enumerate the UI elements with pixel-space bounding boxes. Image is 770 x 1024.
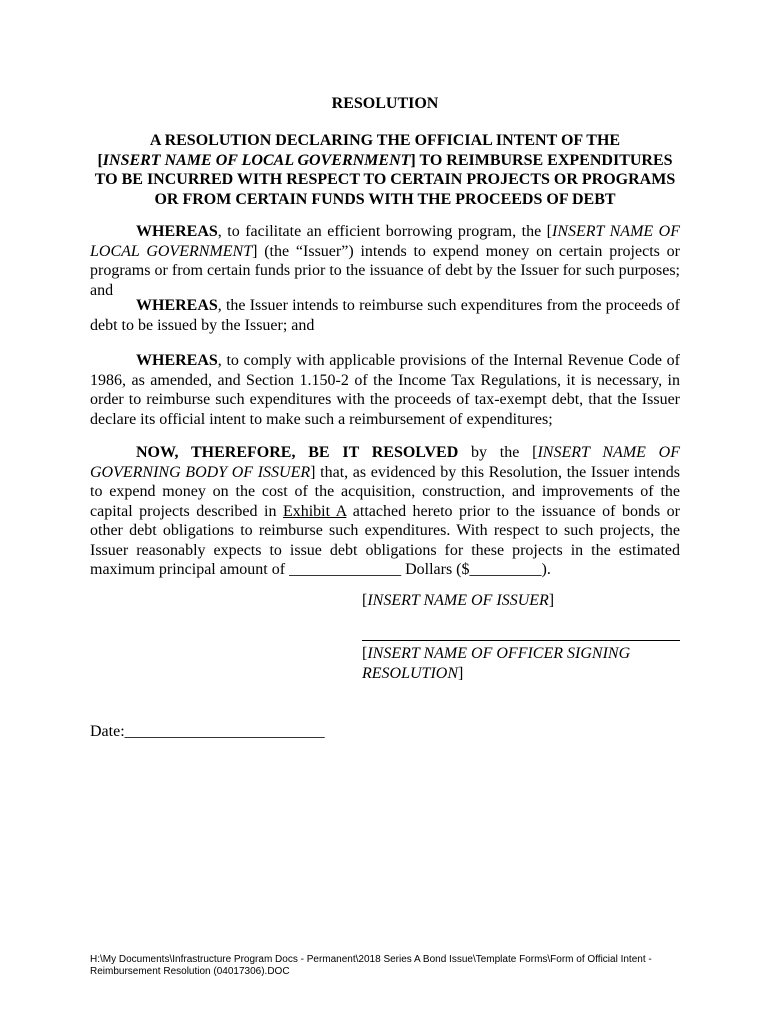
subtitle-placeholder: INSERT NAME OF LOCAL GOVERNMENT [102, 151, 411, 169]
officer-bracket-open: [ [362, 645, 368, 662]
issuer-bracket-open: [ [362, 592, 368, 609]
subtitle-line1: A RESOLUTION DECLARING THE OFFICIAL INTENT OF THE [149, 132, 621, 149]
footer-line1: H:\My Documents\Infrastructure Program Docs - Permanent\2018 Series A Bond Issue\Template Forms\Form of Official Intent - [90, 954, 652, 965]
issuer-name-placeholder [362, 591, 554, 611]
whereas-lead-3: WHEREAS [136, 352, 218, 369]
para1-placeholder: INSERT NAME OF LOCAL GOVERNMENT [90, 223, 680, 260]
whereas-lead-2: WHEREAS [136, 297, 218, 314]
whereas-paragraph-2 [90, 296, 680, 335]
resolved-lead: NOW, THEREFORE, BE IT RESOLVED [136, 444, 459, 461]
document-title: RESOLUTION [331, 95, 439, 112]
para1-text-b: ] (the “Issuer”) intends to expend money on certain projects or programs or from certain funds prior to the issuance of debt by the Issuer for such purposes; and [90, 242, 681, 299]
para4-placeholder: INSERT NAME OF GOVERNING BODY OF ISSUER [90, 444, 681, 481]
footer-line2: Reimbursement Resolution (04017306).DOC [90, 966, 290, 977]
para4-text-b: ] that, as evidenced by this Resolution, the Issuer intends to expend money on the cost of the acquisition, construction, and improvements of the capital projects described in [90, 463, 680, 520]
para2-text: , the Issuer intends to reimburse such expenditures from the proceeds of debt to be issued by the Issuer; and [90, 297, 680, 334]
whereas-lead-1: WHEREAS [136, 223, 218, 240]
issuer-bracket-close: ] [548, 592, 555, 609]
document-footer-path [90, 954, 690, 978]
whereas-paragraph-1 [90, 222, 680, 300]
resolved-paragraph [90, 443, 680, 580]
issuer-placeholder-text: INSERT NAME OF ISSUER [367, 592, 549, 609]
para4-text-c: attached hereto prior to the issuance of bonds or other debt obligations to reimburse such expenditures. With respect to such projects, the Issuer reasonably expects to issue debt obligations for these projects in the estimated maximum principal amount of ______________ Dollars ($_________). [90, 502, 681, 578]
document-subtitle: A RESOLUTION DECLARING THE OFFICIAL INTENT OF THE [INSERT NAME OF LOCAL GOVERNMENT] TO REIMBURSE EXPENDITURES TO BE INCURRED WITH RESPECT TO CERTAIN PROJECTS OR PROGRAMS OR FROM CERTAIN FUNDS WITH THE PROCEEDS OF DEBT [94, 132, 676, 208]
date-field: Date:_________________________ [90, 723, 325, 740]
exhibit-a-reference: Exhibit A [282, 502, 347, 520]
whereas-paragraph-3 [90, 351, 680, 429]
signature-line [362, 640, 680, 641]
para3-text: , to comply with applicable provisions of the Internal Revenue Code of 1986, as amended, and Section 1.150-2 of the Income Tax Regulations, it is necessary, in order to reimburse such expenditures with the proceeds of tax-exempt debt, that the Issuer declare its official intent to make such a reimbursement of expenditures; [90, 352, 680, 428]
officer-bracket-close: ] [458, 664, 464, 682]
para1-text-a: , to facilitate an efficient borrowing program, the [ [217, 223, 552, 240]
officer-placeholder-text: INSERT NAME OF OFFICER SIGNING RESOLUTION [362, 645, 631, 682]
officer-name-placeholder [362, 644, 680, 683]
subtitle-rest: TO REIMBURSE EXPENDITURES TO BE INCURRED WITH RESPECT TO CERTAIN PROJECTS OR PROGRAMS OR FROM CERTAIN FUNDS WITH THE PROCEEDS OF DEBT [94, 151, 676, 208]
para4-text-a: by the [ [458, 444, 538, 461]
